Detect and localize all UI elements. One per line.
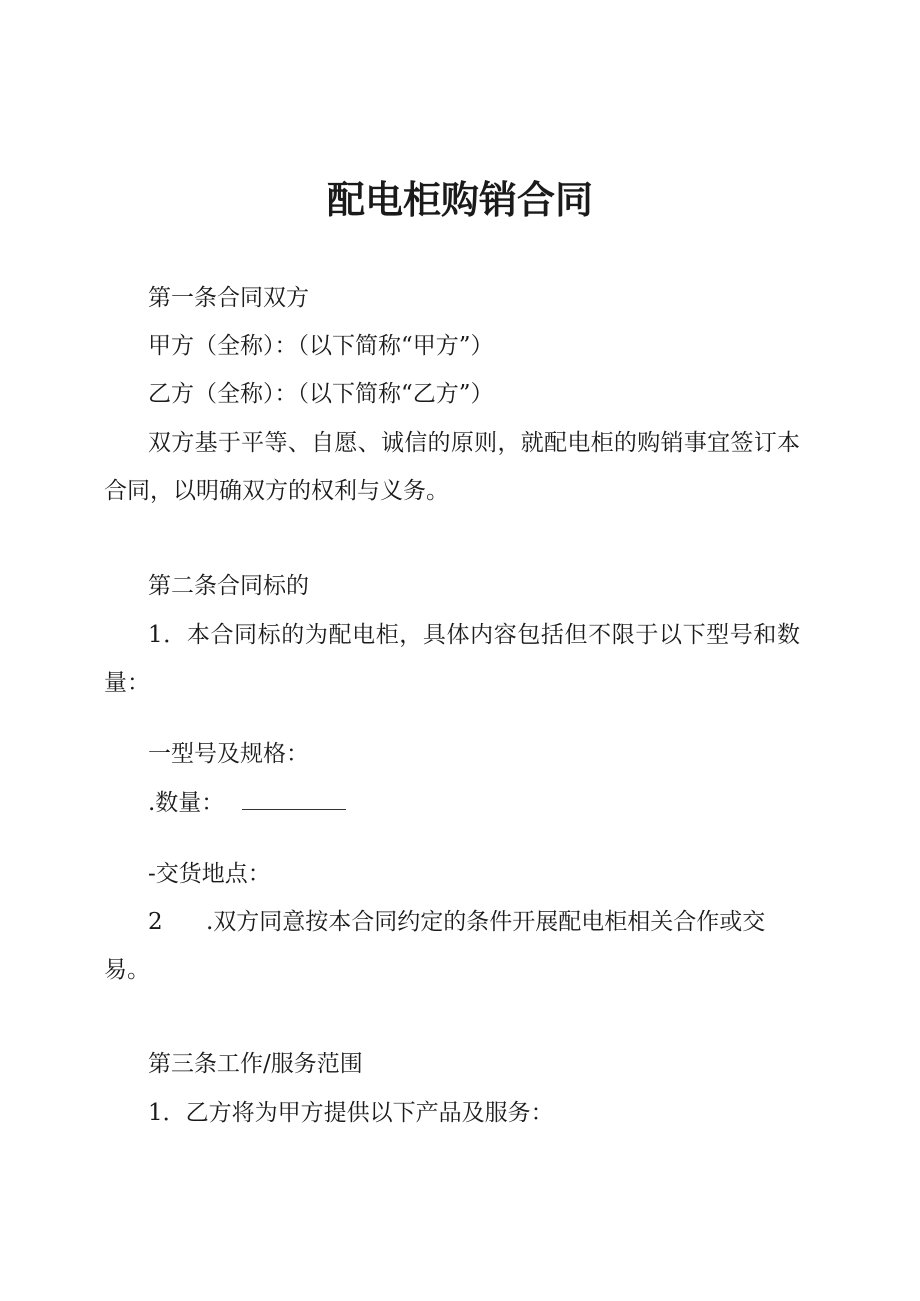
clause-2-2-line-2: 易。 (104, 957, 150, 983)
clause-2-2-text: .双方同意按本合同约定的条件开展配电柜相关合作或交 (206, 909, 766, 935)
quantity-label: .数量： (148, 790, 225, 816)
model-spec-item: 一型号及规格： (148, 741, 309, 767)
intro-paragraph-line-1: 双方基于平等、自愿、诚信的原则，就配电柜的购销事宜签订本 (148, 430, 800, 456)
intro-paragraph-line-2: 合同，以明确双方的权利与义务。 (104, 478, 449, 504)
section-1-heading: 第一条合同双方 (148, 285, 309, 311)
clause-2-2-number: 2 (148, 909, 163, 935)
section-2-heading: 第二条合同标的 (148, 573, 309, 599)
document-title: 配电柜购销合同 (326, 178, 593, 222)
party-b-line: 乙方（全称）：（以下简称“乙方”） (148, 381, 494, 407)
quantity-item (148, 787, 346, 819)
clause-2-1-line-2: 量： (104, 670, 150, 696)
clause-3-1: 1．乙方将为甲方提供以下产品及服务： (148, 1100, 554, 1126)
clause-2-2-line-1 (148, 906, 765, 938)
party-a-line: 甲方（全称）：（以下简称“甲方”） (148, 333, 494, 359)
section-3-heading: 第三条工作/服务范围 (148, 1051, 363, 1077)
delivery-location-item: -交货地点： (148, 861, 271, 887)
quantity-blank-underline (242, 787, 346, 810)
clause-2-1-line-1: 1．本合同标的为配电柜，具体内容包括但不限于以下型号和数 (148, 622, 800, 648)
